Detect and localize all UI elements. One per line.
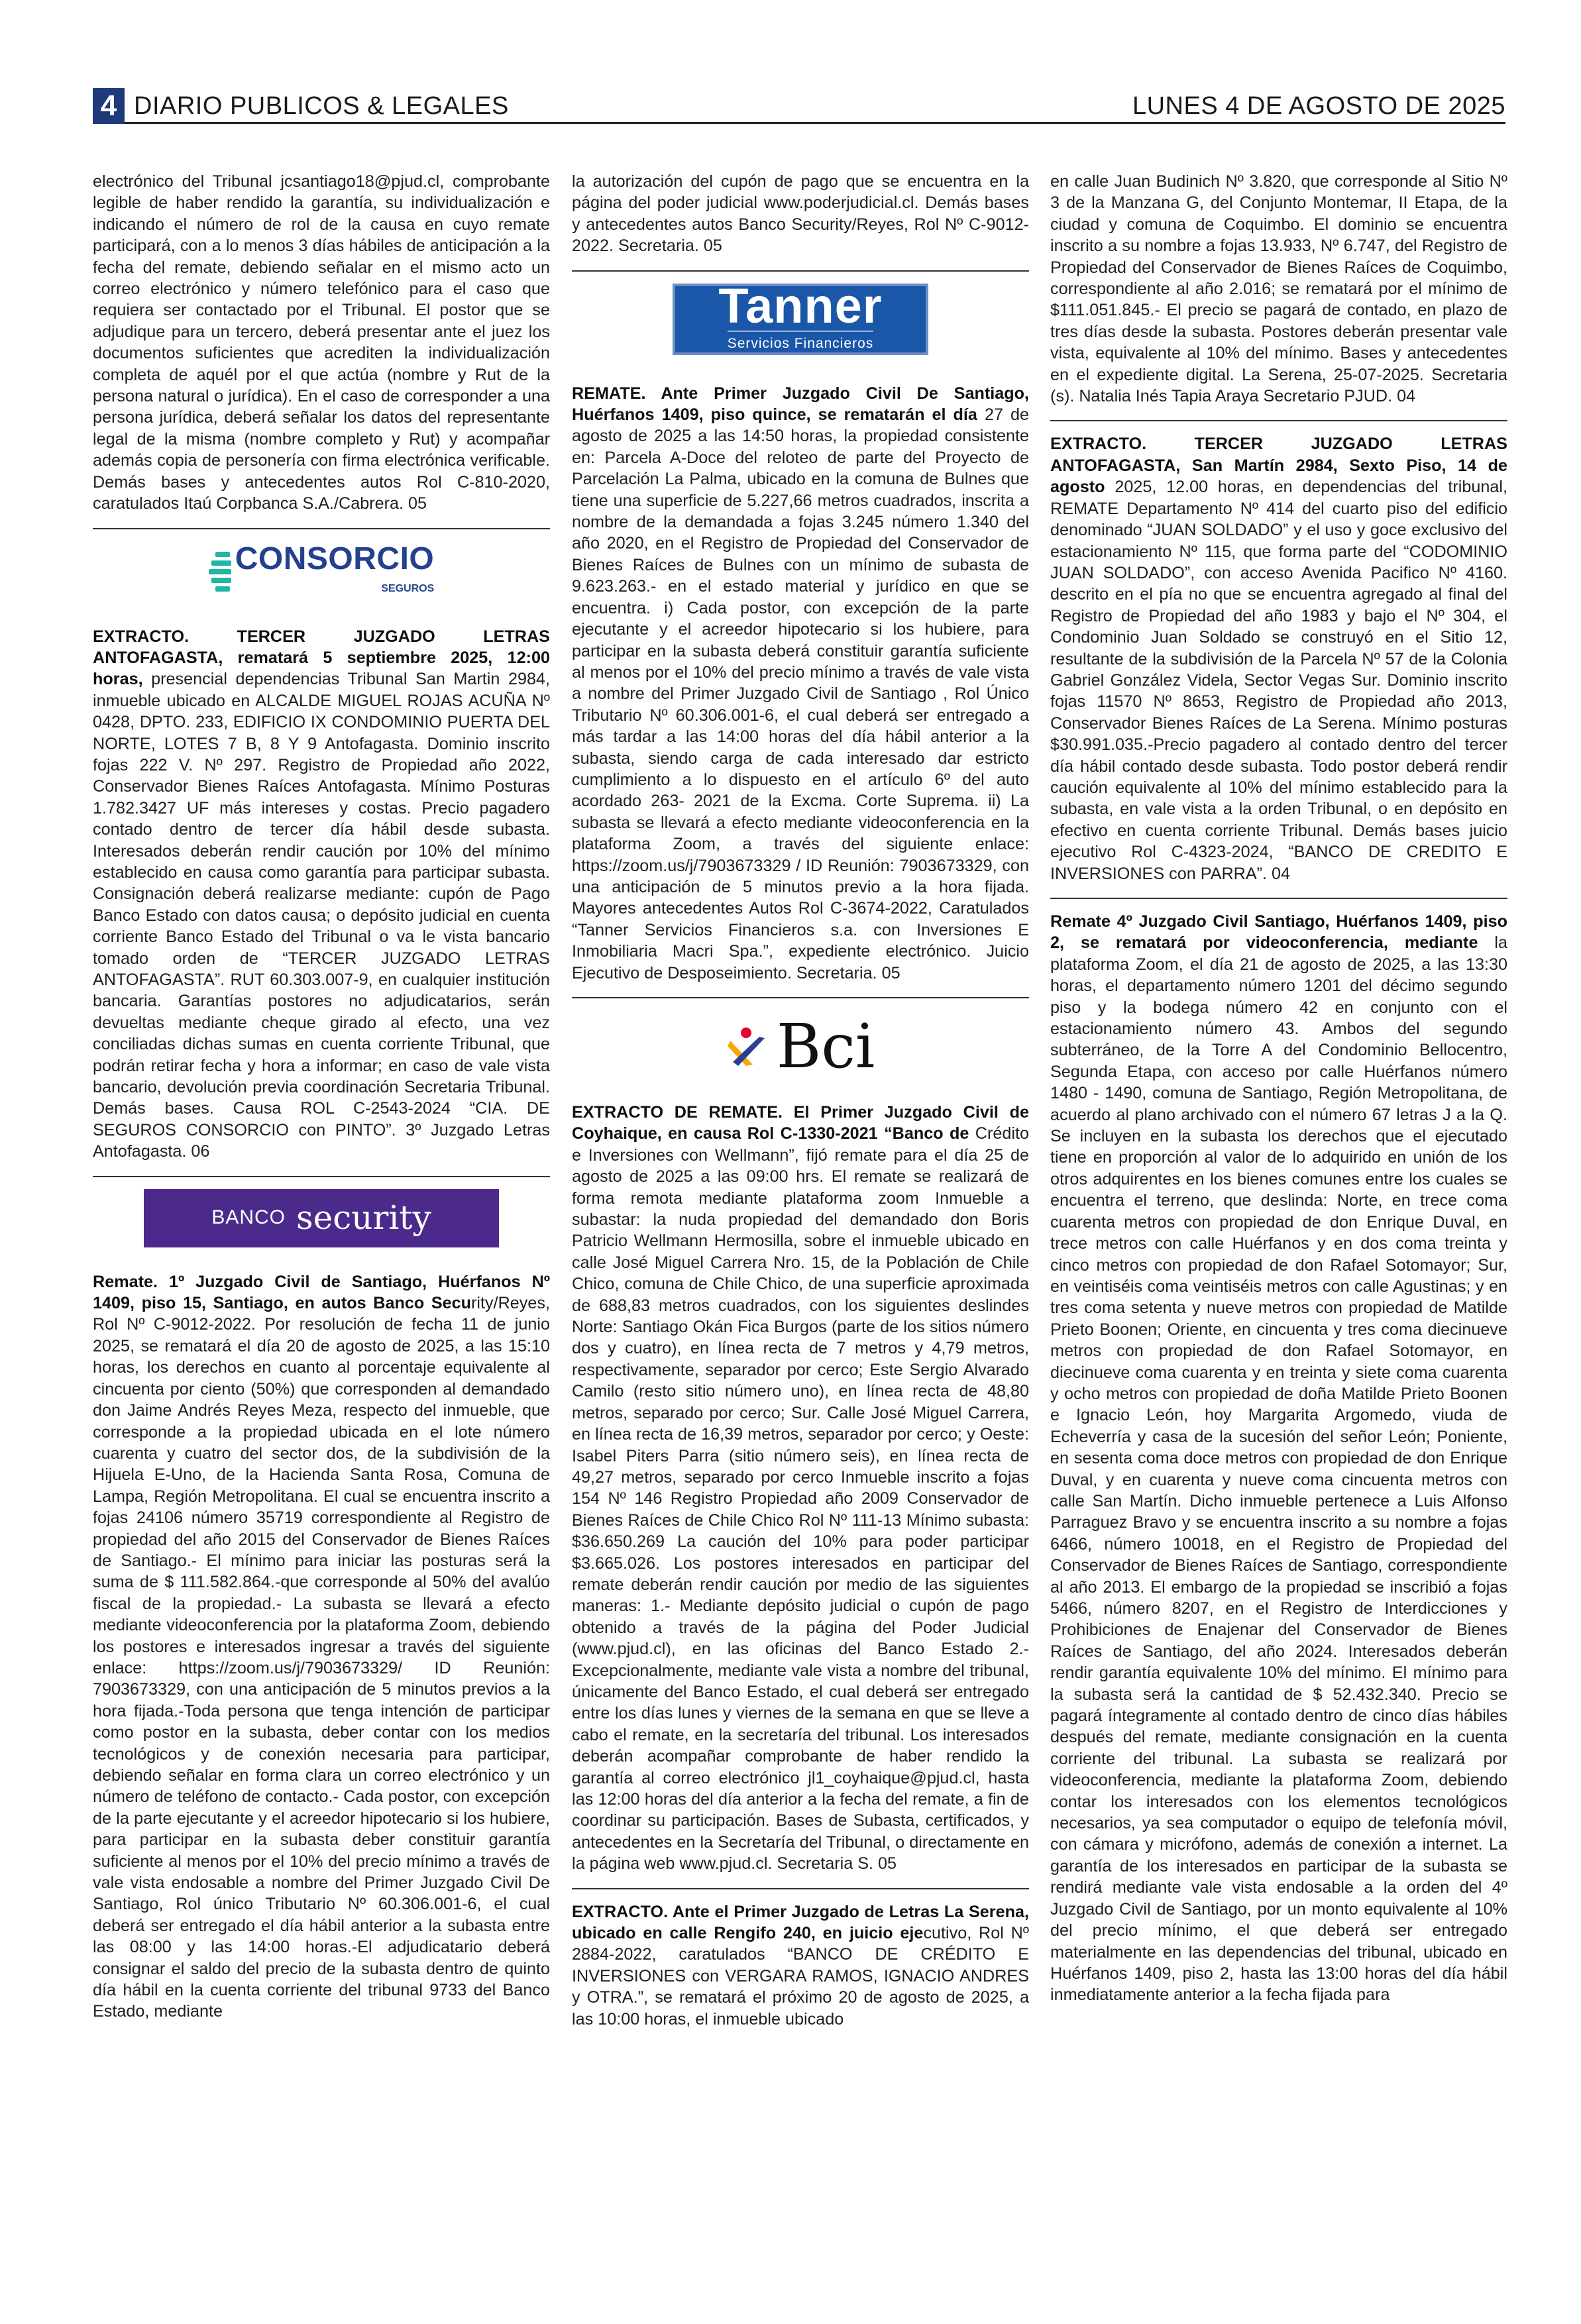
tanner-name: Tanner (718, 278, 883, 334)
notice-text (1050, 911, 1507, 2006)
divider (572, 997, 1029, 998)
notice-heading: REMATE. Ante Primer Juzgado Civil De Santiago, Huérfanos 1409, piso quince, se rematarán el día (572, 384, 1029, 425)
column-2 (572, 171, 1029, 2030)
notice-heading: EXTRACTO DE REMATE. El Primer Juzgado Civil de Coyhaique, en causa Rol C-1330-2021 “Banco de (572, 1103, 1029, 1143)
publication-name: DIARIO PUBLICOS & LEGALES (134, 92, 509, 120)
consorcio-icon (209, 552, 231, 592)
divider (1050, 420, 1507, 421)
notice-body: Crédito e Inversiones con Wellmann”, fijó remate para el día 25 de agosto de 2025 a las 09:00 hrs. El remate se realizará de forma remota mediante plataforma zoom Inmueble a subastar: la nuda propiedad del demandado don Boris Patricio Wellmann Hermosilla, sobre el inmueble ubicado en calle José Miguel Carrera Nro. 15, de la Población de Chile Chico, comuna de Chile Chico, de una superficie aproximada de 688,83 metros cuadrados, con los siguientes deslindes Norte: Santiago Okán Fica Burgos (parte de los sitios número dos y cuatro), en línea recta de 7 metros y 4,79 metros, respectivamente, separador por cerco; Este Sergio Alvarado Camilo (resto sitio número uno), en línea recta de 48,80 metros, separado por cerco; Sur. Calle José Miguel Carrera, en línea recta de 16,39 metros, separador por cerco; y Oeste: Isabel Piters Parra (sitio número seis), en línea recta de 49,27 metros, separado por cerco Inmueble inscrito a fojas 154 Nº 146 Registro Propiedad año 2009 Conservador de Bienes Raíces de Chile Chico Rol Nº 111-13 Mínimo subasta: $36.650.269 La caución del 10% para poder participar $3.665.026. Los postores interesados en participar del remate deberán rendir caución por medio de las siguientes maneras: 1.- Mediante depósito judicial o cupón de pago obtenido a través de la página del Poder Judicial (www.pjud.cl), en las oficinas del Banco Estado 2.- Excepcionalmente, mediante vale vista a nombre del tribunal, únicamente del Banco Estado, el cual deberá ser entregado entre los días lunes y viernes de la semana en que se lleve a cabo el remate, en la secretaría del tribunal. Los interesados deberán acompañar comprobante de haber rendido la garantía al correo electrónico jl1_coyhaique@pjud.cl, hasta las 12:00 horas del día anterior a la fecha del remate, a fin de coordinar su participación. Bases de Subasta, certificados, y antecedentes en la Secretaría del Tribunal, o directamente en la página web www.pjud.cl. Secretaria S. 05 (572, 1124, 1029, 1874)
notice-text (1050, 433, 1507, 884)
security-name: security (296, 1198, 431, 1238)
column-3 (1050, 171, 1507, 2006)
divider (93, 1176, 550, 1177)
notice-body: rity/Reyes, Rol Nº C-9012-2022. Por resolución de fecha 11 de junio 2025, se rematará el día 20 de agosto de 2025, a las 15:10 horas, los derechos en cuanto al porcentaje equivalente al cincuenta por ciento (50%) que corresponden al demandado don Jaime Andrés Reyes Meza, respecto del inmueble, que corresponde a la propiedad ubicada en el lote número cuarenta y cuatro del sector dos, de la subdivisión de la Hijuela E-Uno, de la Hacienda Santa Rosa, Comuna de Lampa, Región Metropolitana. El cual se encuentra inscrito a fojas 24106 número 35719 correspondiente al Registro de propiedad del año 2015 del Conservador de Bienes Raíces de Santiago.- El mínimo para iniciar las posturas será la suma de $ 111.582.864.-que corresponde al 50% del avalúo fiscal de la propiedad.- La subasta se llevará a efecto mediante videoconferencia por la plataforma Zoom, debiendo los postores e interesados ingresar a través del siguiente enlace: https://zoom.us/j/7903673329/ ID Reunión: 7903673329, con una anticipación de 5 minutos previos a la hora fijada.-Toda persona que tenga intención de participar como postor en la subasta, deber contar con los medios tecnológicos y de conexión necesaria para participar, debiendo señalar en forma clara un correo electrónico y un número de teléfono de contacto.- Cada postor, con excepción de la parte ejecutante y el acreedor hipotecario si los hubiere, para participar en la subasta deber constituir garantía suficiente al menos por el 10% del precio mínimo a través de vale vista endosable a nombre del Primer Juzgado Civil De Santiago, Rol único Tributario Nº 60.306.001-6, el cual deberá ser entregado el día hábil anterior a la subasta entre las 08:00 y las 14:00 horas.-El adjudicatario deberá consignar el saldo del precio de la subasta dentro de quinto día hábil en la cuenta corriente del tribunal 9733 del Banco Estado, mediante (93, 1294, 550, 2021)
tanner-logo (673, 278, 928, 355)
bci-logo (572, 1010, 1029, 1083)
security-logo (144, 1189, 499, 1247)
notice-body: cutivo, Rol Nº 2884-2022, caratulados “BANCO DE CRÉDITO E INVERSIONES con VERGARA RAMOS, IGNACIO ANDRES y OTRA.”, se rematará el próximo 20 de agosto de 2025, a las 10:00 horas, el inmueble ubicado (572, 1924, 1029, 2029)
notice-body: presencial dependencias Tribunal San Martin 2984, inmueble ubicado en ALCALDE MIGUEL ROJAS ACUÑA Nº 0428, DPTO. 233, EDIFICIO IX CONDOMINIO PUERTA DEL NORTE, LOTES 7 B, 8 Y 9 Antofagasta. Dominio inscrito fojas 222 V. Nº 297. Registro de Propiedad año 2022, Conservador Bienes Raíces Antofagasta. Mínimo Posturas 1.782.3427 UF más intereses y costas. Precio pagadero contado dentro de tercer día hábil desde subasta. Interesados deberán rendir caución por 10% del mínimo establecido en causa como garantía para participar subasta. Consignación deberá realizarse mediante: cupón de Pago Banco Estado con datos causa; o depósito judicial en cuenta corriente Banco Estado del Tribunal o va le vista bancario tomado orden de “TERCER JUZGADO LETRAS ANTOFAGASTA”. RUT 60.303.007-9, en cualquier institución bancaria. Garantías postores no adjudicatarios, serán devueltas mediante cheque girado al efecto, una vez conciliadas dichas sumas en cuenta corriente Tribunal, que podrán retirar fecha y hora a informar; en caso de vale vista bancario, devolución previa coordinación Secretaria Tribunal. Demás bases. Causa ROL C-2543-2024 “CIA. DE SEGUROS CONSORCIO con PINTO”. 3º Juzgado Letras Antofagasta. 06 (93, 670, 550, 1161)
notice-text (572, 383, 1029, 984)
notice-heading: EXTRACTO. TERCER JUZGADO LETRAS ANTOFAGASTA, rematará 5 septiembre 2025, 12:00 horas, (93, 627, 550, 689)
notice-heading: EXTRACTO. TERCER JUZGADO LETRAS ANTOFAGASTA, San Martín 2984, Sexto Piso, 14 de agosto (1050, 435, 1507, 497)
notice-text (572, 1901, 1029, 2030)
bci-icon (726, 1024, 773, 1070)
divider (1050, 898, 1507, 899)
notice-heading: Remate 4º Juzgado Civil Santiago, Huérfanos 1409, piso 2, se rematará por videoconferencia, mediante (1050, 912, 1507, 953)
notice-text: la autorización del cupón de pago que se encuentra en la página del poder judicial www.poderjudicial.cl. Demás bases y antecedentes autos Banco Security/Reyes, Rol Nº C-9012-2022. Secretaria. 05 (572, 172, 1029, 256)
publication-date: LUNES 4 DE AGOSTO DE 2025 (1132, 92, 1505, 120)
notice-text (93, 626, 550, 1163)
notice-body: la plataforma Zoom, el día 21 de agosto de 2025, a las 13:30 horas, el departamento número 1201 del décimo segundo piso y la bodega número 42 en conjunto con el estacionamiento número 43. Ambos del segundo subterráneo, de la Torre A del Condominio Bellocentro, Segunda Etapa, con acceso por calle Huérfanos número 1480 - 1490, comuna de Santiago, Región Metropolitana, de acuerdo al plano archivado con el número 67 letras J a la Q. Se incluyen en la subasta los derechos que el ejecutado tiene en proporción al valor de lo adquirido en unión de los otros adquirentes en los bienes comunes entre los cuales se encuentra el terreno, que deslinda: Norte, en trece coma cuarenta metros con propiedad de don Enrique Duval, en trece metros con calle Huérfanos y en dos coma treinta y cinco metros con propiedad de don Rafael Sotomayor; Sur, en veintiséis coma veintiséis metros con calle Agustinas; y en tres coma setenta y nueve metros con propiedad de Matilde Prieto Boonen; Oriente, en cincuenta y tres coma diecinueve metros con propiedad de don Rafael Sotomayor, en diecinueve coma cuarenta y en treinta y siete coma cuarenta y ocho metros con propiedad de doña Matilde Prieto Boonen e Ignacio León, hoy Margarita Argomedo, viuda de Echeverría y casa de la sucesión del señor León; Poniente, en sesenta coma doce metros con propiedad de don Enrique Duval, y en cuarenta y nueve coma cincuenta metros con calle San Martín. Dicho inmueble pertenece a Luis Alfonso Parraguez Bravo y se encuentra inscrito a su nombre a fojas 6466, número 10018, en el Registro de Propiedad del Conservador de Bienes Raíces de Santiago, correspondiente al año 2013. El embargo de la propiedad se inscribió a fojas 5466, número 8207, en el Registro de Interdicciones y Prohibiciones de Enajenar del Conservador de Bienes Raíces de Santiago, del año 2024. Interesados deberán rendir garantía equivalente 10% del mínimo. El mínimo para la subasta será la cantidad de $ 52.432.340. Precio se pagará íntegramente al contado dentro de cinco días hábiles después del remate, mediante consignación en la cuenta corriente del tribunal. La subasta se realizará por videoconferencia, mediante la plataforma Zoom, debiendo contar los interesados con los elementos tecnológicos necesarios, ya sea computador o equipo de telefonía móvil, con cámara y micrófono, además de conexión a internet. La garantía de los interesados en participar de la subasta se rendirá mediante vale vista endosable a la orden del 4º Juzgado Civil de Santiago, por un monto equivalente al 10% del precio mínimo, el que deberá ser entregado materialmente en las dependencias del tribunal, ubicado en Huérfanos 1409, piso 2, hasta las 13:00 horas del día hábil inmediatamente anterior a la fecha fijada para (1050, 933, 1507, 2005)
notice-heading: EXTRACTO. Ante el Primer Juzgado de Letras La Serena, ubicado en calle Rengifo 240, en juicio eje (572, 1902, 1029, 1943)
notice-text (572, 1102, 1029, 1875)
notice-body: 2025, 12.00 horas, en dependencias del tribunal, REMATE Departamento Nº 414 del cuarto piso del edificio denominado “JUAN SOLDADO” y el uso y goce exclusivo del estacionamiento Nº 115, que forma parte del “CODOMINIO JUAN SOLDADO”, con acceso Avenida Pacifico Nº 4160. descrito en el pía no que se encuentra agregado al final del Registro de Propiedad del año 1983 y bajo el Nº 304, el Condominio Juan Soldado se construyó en el Sitio 12, resultante de la subdivisión de la Parcela Nº 57 de la Colonia Gabriel González Videla, Sector Vegas Sur. Dominio inscrito fojas 11570 Nº 8653, Registro de Propiedad año 2013, Conservador Bienes Raíces de La Serena. Mínimo posturas $30.991.035.-Precio pagadero al contado dentro del tercer día hábil contado desde subasta. Todo postor deberá rendir caución equivalente al 10% del mínimo establecido para la subasta, en vale vista a la orden Tribunal, o en depósito en efectivo en cuenta corriente Tribunal. Demás bases juicio ejecutivo Rol C-4323-2024, “BANCO DE CREDITO E INVERSIONES con PARRA”. 04 (1050, 478, 1507, 883)
notice-text (93, 1271, 550, 2023)
column-1 (93, 171, 550, 2023)
notice-text: electrónico del Tribunal jcsantiago18@pjud.cl, comprobante legible de haber rendido la garantía, su individualización e indicando el número de rol de la causa en cuyo remate participará, con a lo menos 3 días hábiles de anticipación a la fecha del remate, debiendo señalar en el mismo acto un correo electrónico y número telefónico para el caso que requiera ser contactado por el Tribunal. El postor que se adjudique para un tercero, deberá presentar ante el juez los documentos suficientes que acrediten la individualización completa de aquél por el que actúa (nombre y Rut de la persona natural o jurídica). En el caso de corresponder a una persona jurídica, deberá señalar los datos del representante legal de la misma (nombre completo y Rut) y acompañar además copia de personería con firma electrónica verificable. Demás bases y antecedentes autos Rol C-810-2020, caratulados Itaú Corpbanca S.A./Cabrera. 05 (93, 172, 550, 513)
security-logo-wrap (93, 1189, 550, 1247)
notice-text: en calle Juan Budinich Nº 3.820, que corresponde al Sitio Nº 3 de la Manzana G, del Conjunto Montemar, II Etapa, de la ciudad y comuna de Coquimbo. El dominio se encuentra inscrito a su nombre a fojas 13.933, Nº 6.747, del Registro de Propiedad del Conservador de Bienes Raíces de Coquimbo, correspondiente al año 2.016; se rematará por el mínimo de $111.051.845.- El precio se pagará de contado, en plazo de tres días desde la subasta. Postores deberán presentar vale vista, equivalente al 10% del mínimo. Bases y antecedentes en el expediente digital. La Serena, 25-07-2025. Secretaria (s). Natalia Inés Tapia Araya Secretario PJUD. 04 (1050, 172, 1507, 406)
bci-name: Bci (776, 1011, 875, 1082)
consorcio-logo (93, 541, 550, 602)
security-banco: BANCO (211, 1206, 286, 1229)
notice-heading: Remate. 1º Juzgado Civil de Santiago, Huérfanos Nº 1409, piso 15, Santiago, en autos Banco Secu (93, 1272, 550, 1313)
consorcio-sub: SEGUROS (381, 583, 435, 595)
divider (572, 1888, 1029, 1889)
page-header (93, 87, 1505, 124)
tanner-sub: Servicios Financieros (728, 331, 874, 354)
divider (572, 270, 1029, 272)
page-number: 4 (93, 88, 125, 124)
consorcio-name: CONSORCIO (235, 541, 435, 577)
notice-body: 27 de agosto de 2025 a las 14:50 horas, la propiedad consistente en: Parcela A-Doce del reloteo de parte del Proyecto de Parcelación La Palma, ubicado en la comuna de Bulnes que tiene una superficie de 5.227,66 metros cuadrados, inscrita a nombre de la demandada a fojas 3.245 número 1.340 del año 2020, en el Registro de Propiedad del Conservador de Bienes Raíces de Bulnes con un mínimo de subasta de 9.623.263.- en el estado material y jurídico en que se encuentra. i) Cada postor, con excepción de la parte ejecutante y el acreedor hipotecario si los hubiere, para participar en la subasta deberá constituir garantía suficiente al menos por el 10% del precio mínimo a través de vale vista a nombre del Primer Juzgado Civil de Santiago , Rol Único Tributario Nº 60.306.001-6, el cual deberá ser entregado a más tardar a las 14:00 horas del día hábil anterior a la subasta, siendo carga de cada interesado dar estricto cumplimiento a lo dispuesto en el artículo 6º del auto acordado 263- 2021 de la Excma. Corte Suprema. ii) La subasta se llevará a efecto mediante videoconferencia en la plataforma Zoom, a través del siguiente enlace: https://zoom.us/j/7903673329 / ID Reunión: 7903673329, con una anticipación de 5 minutos previo a la hora fijada. Mayores antecedentes Autos Rol C-3674-2022, Caratulados “Tanner Servicios Financieros s.a. con Inversiones E Inmobiliaria Macri Spa.”, expediente electrónico. Juicio Ejecutivo de Desposeimiento. Secretaria. 05 (572, 405, 1029, 982)
divider (93, 528, 550, 529)
